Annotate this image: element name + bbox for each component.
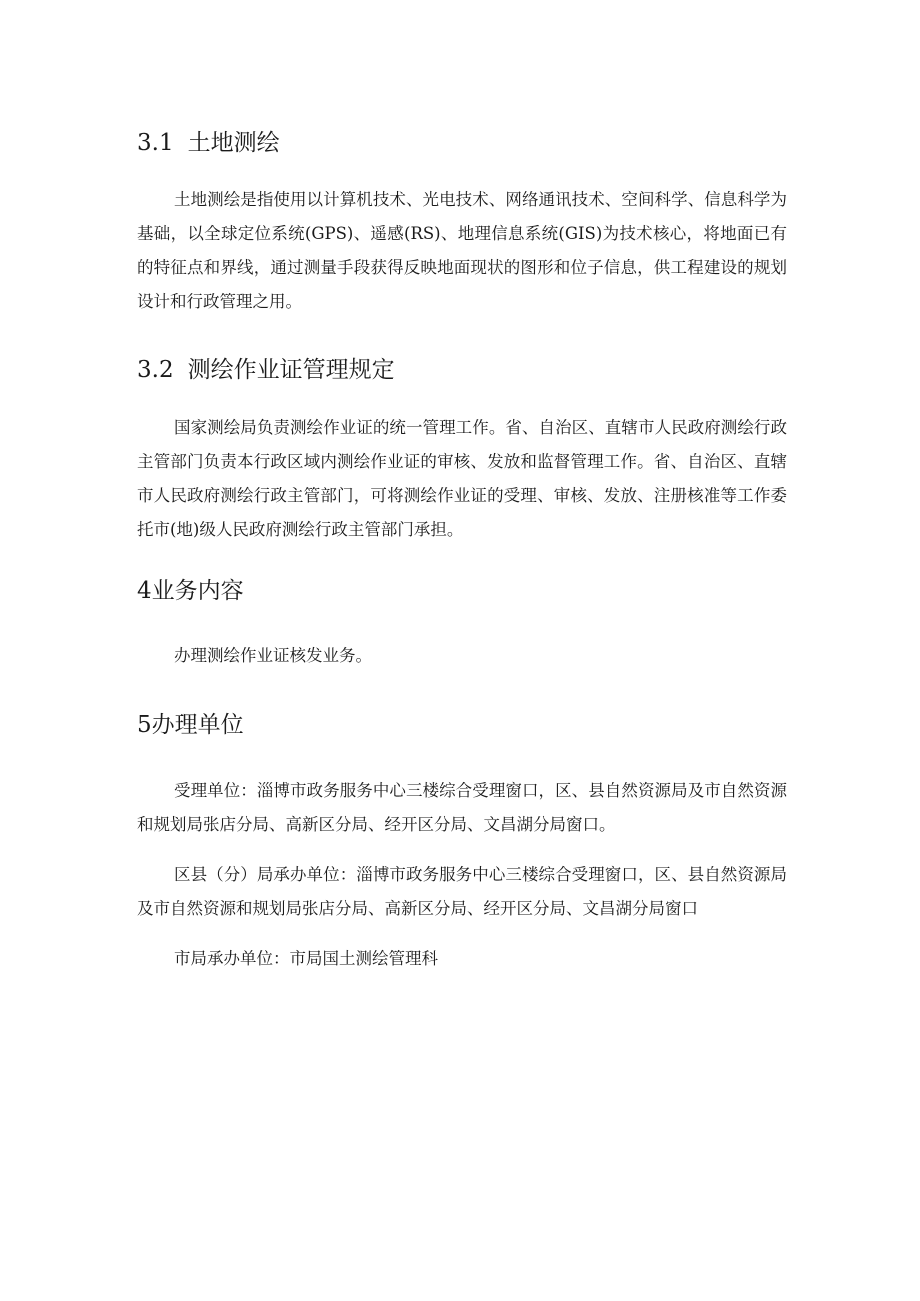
section-title: 办理单位 — [151, 712, 244, 738]
section-4-paragraph: 办理测绘作业证核发业务。 — [174, 646, 372, 665]
section-3-2-paragraph: 国家测绘局负责测绘作业证的统一管理工作。省、自治区、直辖市人民政府测绘行政主管部门负责本行政区域内测绘作业证的审核、发放和监督管理工作。省、自治区、直辖市人民政府测绘行政主管部门，可将测绘作业证的受理、审核、发放、注册核准等工作委托市(地)级人民政府测绘行政主管部门承担。 — [137, 418, 787, 539]
section-3-1-paragraph: 土地测绘是指使用以计算机技术、光电技术、网络通讯技术、空间科学、信息科学为基础，以全球定位系统(GPS)、遥感(RS)、地理信息系统(GIS)为技术核心，将地面已有的特征点和界线，通过测量手段获得反映地面现状的图形和位子信息，供工程建设的规划设计和行政管理之用。 — [137, 190, 787, 311]
section-3-1-heading — [137, 128, 280, 158]
section-title: 测绘作业证管理规定 — [187, 357, 395, 383]
section-5-heading — [137, 710, 244, 740]
section-5-paragraph-acceptance: 受理单位：淄博市政务服务中心三楼综合受理窗口，区、县自然资源局及市自然资源和规划局张店分局、高新区分局、经开区分局、文昌湖分局窗口。 — [137, 781, 787, 834]
section-number: 3.1 — [137, 130, 174, 156]
section-title: 业务内容 — [151, 578, 244, 604]
section-5-paragraph-district: 区县（分）局承办单位：淄博市政务服务中心三楼综合受理窗口，区、县自然资源局及市自然资源和规划局张店分局、高新区分局、经开区分局、文昌湖分局窗口 — [137, 865, 787, 918]
section-4-heading — [137, 576, 244, 606]
section-number: 4 — [137, 578, 152, 604]
section-title: 土地测绘 — [187, 130, 280, 156]
section-3-2-heading — [137, 355, 395, 385]
section-number: 3.2 — [137, 357, 174, 383]
section-number: 5 — [137, 712, 152, 738]
section-5-paragraph-city: 市局承办单位：市局国土测绘管理科 — [174, 949, 438, 968]
